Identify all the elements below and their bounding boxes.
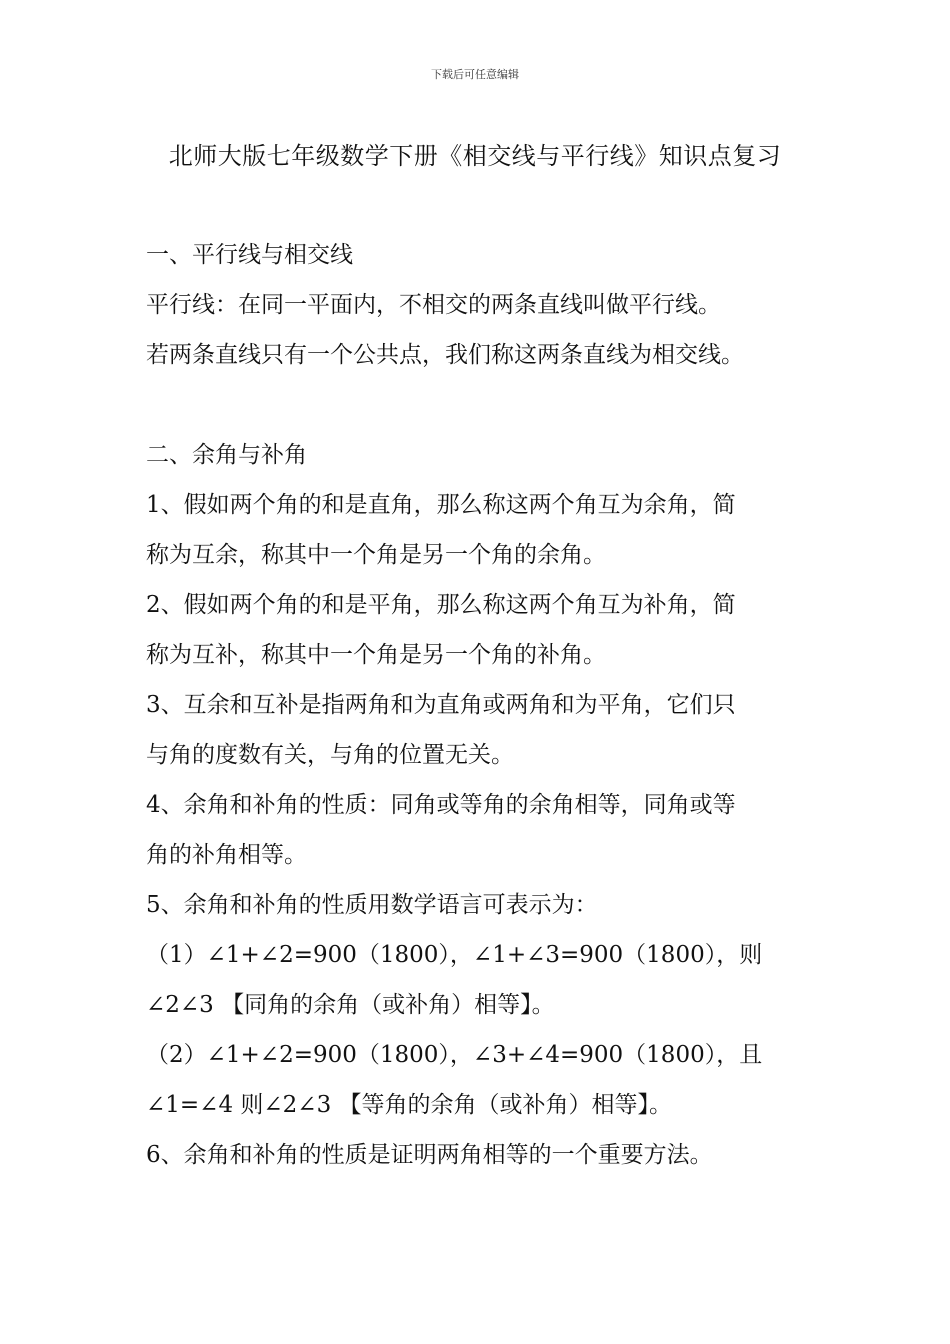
document-body [146, 230, 836, 1180]
paragraph-line: 角的补角相等。 [146, 842, 307, 868]
section-gap [146, 380, 836, 430]
document-title: 北师大版七年级数学下册《相交线与平行线》知识点复习 [168, 142, 782, 170]
formula-line: ∠1=∠4 则∠2∠3 【等角的余角（或补角）相等】。 [146, 1092, 673, 1118]
paragraph-line: 6、余角和补角的性质是证明两角相等的一个重要方法。 [146, 1142, 713, 1168]
paragraph-line: 3、互余和互补是指两角和为直角或两角和为平角，它们只 [146, 692, 736, 718]
formula-line: （1）∠1+∠2=900（1800），∠1+∠3=900（1800），则 [146, 942, 763, 968]
paragraph-line: 4、余角和补角的性质：同角或等角的余角相等，同角或等 [146, 792, 736, 818]
paragraph-line: 与角的度数有关，与角的位置无关。 [146, 742, 514, 768]
paragraph-line: 5、余角和补角的性质用数学语言可表示为： [146, 892, 598, 918]
header-note: 下载后可任意编辑 [431, 68, 519, 81]
section-1-heading: 一、平行线与相交线 [146, 242, 353, 268]
formula-line: ∠2∠3 【同角的余角（或补角）相等】。 [146, 992, 555, 1018]
parallel-line-definition: 平行线：在同一平面内，不相交的两条直线叫做平行线。 [146, 292, 721, 318]
section-2-heading: 二、余角与补角 [146, 442, 307, 468]
paragraph-line: 1、假如两个角的和是直角，那么称这两个角互为余角，简 [146, 492, 736, 518]
formula-line: （2）∠1+∠2=900（1800），∠3+∠4=900（1800），且 [146, 1042, 763, 1068]
paragraph-line: 2、假如两个角的和是平角，那么称这两个角互为补角，简 [146, 592, 736, 618]
paragraph-line: 称为互补，称其中一个角是另一个角的补角。 [146, 642, 606, 668]
intersecting-line-definition: 若两条直线只有一个公共点，我们称这两条直线为相交线。 [146, 342, 744, 368]
paragraph-line: 称为互余，称其中一个角是另一个角的余角。 [146, 542, 606, 568]
